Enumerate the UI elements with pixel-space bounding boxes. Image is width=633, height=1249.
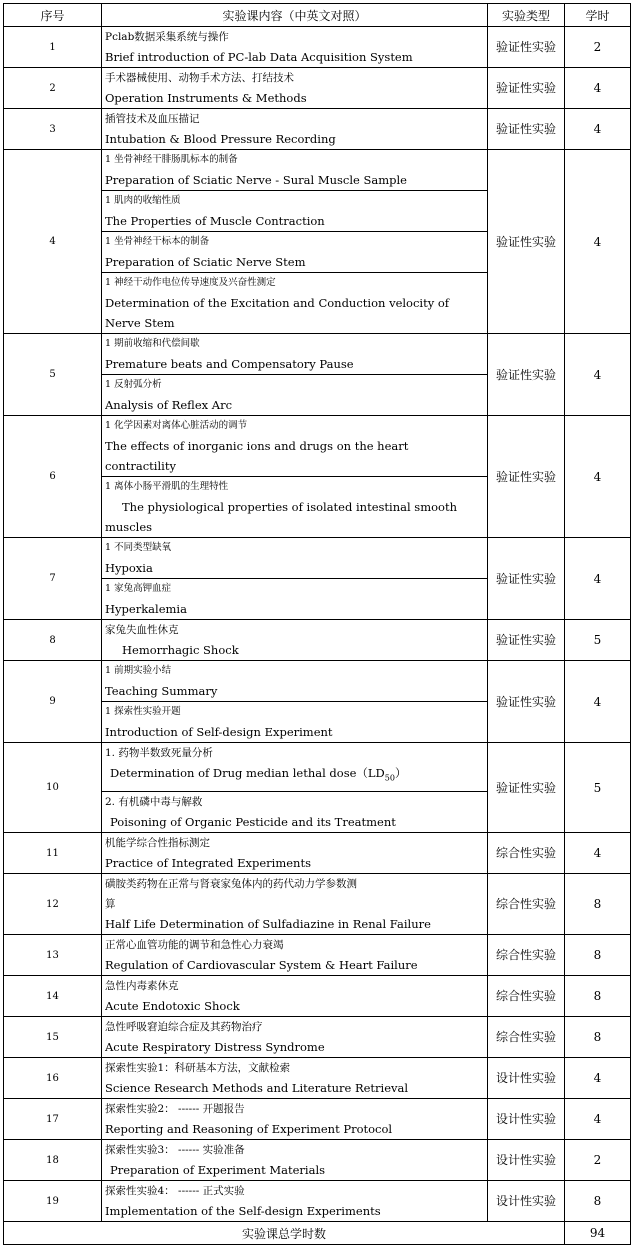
experiment-content <box>102 661 488 702</box>
row-number: 5 <box>4 334 102 416</box>
title-en <box>105 914 484 934</box>
experiment-hours: 8 <box>565 935 631 976</box>
experiment-hours: 4 <box>565 538 631 620</box>
title-en <box>105 558 484 578</box>
experiment-type: 验证性实验 <box>488 743 565 833</box>
table-row <box>4 150 631 191</box>
title-zh: 1 前期实验小结 <box>105 665 172 676</box>
experiment-hours: 4 <box>565 661 631 743</box>
title-zh: 1 坐骨神经干腓肠肌标本的制备 <box>105 154 238 165</box>
title-en-text: Introduction of Self-design Experiment <box>105 725 333 739</box>
experiment-content <box>102 538 488 579</box>
title-en <box>105 1078 484 1098</box>
experiment-type: 设计性实验 <box>488 1140 565 1181</box>
experiment-hours: 4 <box>565 334 631 416</box>
title-zh: Pclab数据采集系统与操作 <box>105 31 229 43</box>
experiment-hours: 8 <box>565 1181 631 1222</box>
title-zh: 探索性实验4： ------ 正式实验 <box>105 1185 245 1197</box>
title-zh: 探索性实验3： ------ 实验准备 <box>105 1144 245 1156</box>
experiment-type: 验证性实验 <box>488 27 565 68</box>
title-en <box>105 1160 484 1180</box>
experiment-content <box>102 1017 488 1058</box>
title-en <box>105 640 484 660</box>
experiment-content <box>102 109 488 150</box>
row-number: 8 <box>4 620 102 661</box>
title-en-text: Analysis of Reflex Arc <box>105 398 233 412</box>
row-number: 11 <box>4 833 102 874</box>
title-en-text: The physiological properties of isolated intestinal smooth <box>122 500 457 514</box>
row-number: 18 <box>4 1140 102 1181</box>
title-zh: 1 离体小肠平滑肌的生理特性 <box>105 481 229 492</box>
row-number: 4 <box>4 150 102 334</box>
total-hours: 94 <box>565 1222 631 1245</box>
title-en <box>105 955 484 975</box>
title-en-text: Reporting and Reasoning of Experiment Protocol <box>105 1122 393 1136</box>
title-en-text: Teaching Summary <box>105 684 218 698</box>
experiment-content <box>102 150 488 191</box>
experiment-type: 验证性实验 <box>488 416 565 538</box>
experiment-type: 验证性实验 <box>488 68 565 109</box>
experiment-hours: 2 <box>565 1140 631 1181</box>
title-en-text: Operation Instruments & Methods <box>105 91 307 105</box>
title-zh: 1 坐骨神经干标本的制备 <box>105 236 210 247</box>
table-row <box>4 661 631 702</box>
title-zh: 1 神经干动作电位传导速度及兴奋性测定 <box>105 277 276 288</box>
title-zh: 1 期前收缩和代偿间歇 <box>105 338 200 349</box>
curriculum-table <box>3 3 631 1245</box>
title-en-text: Preparation of Experiment Materials <box>110 1163 326 1177</box>
title-en-text: Practice of Integrated Experiments <box>105 856 311 870</box>
title-en <box>105 1201 484 1221</box>
experiment-content <box>102 1099 488 1140</box>
title-en <box>105 763 484 788</box>
title-en <box>105 722 484 742</box>
title-en-text: Regulation of Cardiovascular System & Heart Failure <box>105 958 418 972</box>
experiment-content <box>102 68 488 109</box>
experiment-hours: 4 <box>565 833 631 874</box>
experiment-content <box>102 27 488 68</box>
header-hours: 学时 <box>565 4 631 27</box>
title-en <box>105 1119 484 1139</box>
title-en <box>105 497 484 517</box>
experiment-content <box>102 833 488 874</box>
row-number: 15 <box>4 1017 102 1058</box>
title-en-text: Acute Respiratory Distress Syndrome <box>105 1040 325 1054</box>
table-row <box>4 538 631 579</box>
header-type: 实验类型 <box>488 4 565 27</box>
experiment-type: 验证性实验 <box>488 661 565 743</box>
experiment-content <box>102 743 488 792</box>
title-en-text: Acute Endotoxic Shock <box>105 999 240 1013</box>
experiment-type: 综合性实验 <box>488 874 565 935</box>
experiment-type: 综合性实验 <box>488 833 565 874</box>
title-en <box>105 681 484 701</box>
title-en-text: Determination of Drug median lethal dose（LD <box>110 766 385 780</box>
title-en <box>105 996 484 1016</box>
experiment-hours: 4 <box>565 68 631 109</box>
table-row <box>4 1181 631 1222</box>
table-row <box>4 743 631 792</box>
experiment-content <box>102 874 488 935</box>
title-en-cont: Nerve Stem <box>105 316 175 330</box>
experiment-content <box>102 1058 488 1099</box>
row-number: 17 <box>4 1099 102 1140</box>
title-en-text: Hemorrhagic Shock <box>122 643 239 657</box>
experiment-content <box>102 976 488 1017</box>
table-row <box>4 874 631 935</box>
title-en-cont: contractility <box>105 459 176 473</box>
experiment-type: 设计性实验 <box>488 1058 565 1099</box>
subscript: 50 <box>384 773 395 783</box>
title-en <box>105 354 484 374</box>
title-en-text: Preparation of Sciatic Nerve - Sural Muscle Sample <box>105 173 407 187</box>
title-zh: 探索性实验1：科研基本方法，文献检索 <box>105 1062 291 1074</box>
table-row <box>4 833 631 874</box>
table-row <box>4 1099 631 1140</box>
table-row <box>4 620 631 661</box>
experiment-content <box>102 702 488 743</box>
title-zh: 手术器械使用、动物手术方法、打结技术 <box>105 72 294 84</box>
experiment-content <box>102 1140 488 1181</box>
experiment-type: 设计性实验 <box>488 1181 565 1222</box>
experiment-content <box>102 792 488 833</box>
experiment-content <box>102 375 488 416</box>
title-en <box>105 170 484 190</box>
header-no: 序号 <box>4 4 102 27</box>
experiment-hours: 4 <box>565 1058 631 1099</box>
title-en-text: The effects of inorganic ions and drugs on the heart <box>105 439 409 453</box>
title-en <box>105 88 484 108</box>
title-en <box>105 293 484 313</box>
experiment-hours: 8 <box>565 1017 631 1058</box>
title-en-text: Premature beats and Compensatory Pause <box>105 357 354 371</box>
title-en-text: Brief introduction of PC-lab Data Acquisition System <box>105 50 413 64</box>
row-number: 3 <box>4 109 102 150</box>
table-row <box>4 1017 631 1058</box>
title-en-text: Poisoning of Organic Pesticide and its Treatment <box>110 815 396 829</box>
experiment-hours: 5 <box>565 620 631 661</box>
experiment-content <box>102 620 488 661</box>
experiment-type: 验证性实验 <box>488 150 565 334</box>
title-zh: 1. 药物半数致死量分析 <box>105 747 213 759</box>
title-en-text: Implementation of the Self-design Experiments <box>105 1204 381 1218</box>
row-number: 16 <box>4 1058 102 1099</box>
title-zh: 1 家兔高钾血症 <box>105 583 172 594</box>
row-number: 7 <box>4 538 102 620</box>
title-en <box>105 853 484 873</box>
experiment-type: 验证性实验 <box>488 109 565 150</box>
experiment-content <box>102 477 488 538</box>
table-row <box>4 27 631 68</box>
experiment-type: 综合性实验 <box>488 1017 565 1058</box>
title-zh: 1 反射弧分析 <box>105 379 162 390</box>
title-en <box>105 812 484 832</box>
title-zh: 2. 有机磷中毒与解救 <box>105 796 203 808</box>
title-en-text: Science Research Methods and Literature Retrieval <box>105 1081 409 1095</box>
experiment-hours: 2 <box>565 27 631 68</box>
row-number: 19 <box>4 1181 102 1222</box>
experiment-type: 验证性实验 <box>488 620 565 661</box>
title-zh: 1 探索性实验开题 <box>105 706 181 717</box>
table-row <box>4 1058 631 1099</box>
experiment-hours: 8 <box>565 976 631 1017</box>
experiment-type: 验证性实验 <box>488 334 565 416</box>
experiment-hours: 5 <box>565 743 631 833</box>
table-row <box>4 935 631 976</box>
header-content: 实验课内容（中英文对照） <box>102 4 488 27</box>
row-number: 10 <box>4 743 102 833</box>
experiment-hours: 8 <box>565 874 631 935</box>
experiment-content <box>102 191 488 232</box>
title-en <box>105 47 484 67</box>
title-en-text: Half Life Determination of Sulfadiazine in Renal Failure <box>105 917 431 931</box>
experiment-content <box>102 416 488 477</box>
experiment-type: 设计性实验 <box>488 1099 565 1140</box>
title-en-text: Intubation & Blood Pressure Recording <box>105 132 336 146</box>
row-number: 12 <box>4 874 102 935</box>
table-row <box>4 334 631 375</box>
experiment-content <box>102 334 488 375</box>
row-number: 9 <box>4 661 102 743</box>
title-zh: 探索性实验2： ------ 开题报告 <box>105 1103 245 1115</box>
row-number: 13 <box>4 935 102 976</box>
title-en <box>105 436 484 456</box>
table-row <box>4 416 631 477</box>
experiment-content <box>102 273 488 334</box>
experiment-content <box>102 232 488 273</box>
title-en <box>105 211 484 231</box>
title-en-text: The Properties of Muscle Contraction <box>105 214 325 228</box>
experiment-hours: 4 <box>565 109 631 150</box>
table-row <box>4 68 631 109</box>
table-row <box>4 109 631 150</box>
experiment-hours: 4 <box>565 1099 631 1140</box>
title-zh: 磺胺类药物在正常与肾衰家兔体内的药代动力学参数测 <box>105 878 357 890</box>
title-en-text: Hypoxia <box>105 561 153 575</box>
title-zh: 机能学综合性指标测定 <box>105 837 210 849</box>
title-en-tail: ） <box>394 766 407 780</box>
title-en <box>105 129 484 149</box>
experiment-type: 综合性实验 <box>488 976 565 1017</box>
experiment-hours: 4 <box>565 150 631 334</box>
total-row <box>4 1222 631 1245</box>
table-row <box>4 976 631 1017</box>
title-zh: 家兔失血性休克 <box>105 624 179 636</box>
title-zh: 1 化学因素对离体心脏活动的调节 <box>105 420 248 431</box>
experiment-content <box>102 1181 488 1222</box>
title-zh: 插管技术及血压描记 <box>105 113 200 125</box>
title-en-text: Preparation of Sciatic Nerve Stem <box>105 255 306 269</box>
title-zh: 1 肌肉的收缩性质 <box>105 195 181 206</box>
title-en <box>105 395 484 415</box>
title-en-cont: muscles <box>105 520 153 534</box>
row-number: 1 <box>4 27 102 68</box>
title-zh: 1 不同类型缺氧 <box>105 542 172 553</box>
title-zh: 急性呼吸窘迫综合症及其药物治疗 <box>105 1021 263 1033</box>
title-en-text: Hyperkalemia <box>105 602 187 616</box>
row-number: 14 <box>4 976 102 1017</box>
title-zh: 急性内毒素休克 <box>105 980 179 992</box>
experiment-type: 验证性实验 <box>488 538 565 620</box>
row-number: 6 <box>4 416 102 538</box>
experiment-content <box>102 579 488 620</box>
title-zh-cont: 算 <box>105 898 116 910</box>
experiment-type: 综合性实验 <box>488 935 565 976</box>
total-label: 实验课总学时数 <box>4 1222 565 1245</box>
title-en <box>105 599 484 619</box>
experiment-hours: 4 <box>565 416 631 538</box>
title-en <box>105 1037 484 1057</box>
title-en-text: Determination of the Excitation and Conduction velocity of <box>105 296 450 310</box>
experiment-content <box>102 935 488 976</box>
title-zh: 正常心血管功能的调节和急性心力衰竭 <box>105 939 284 951</box>
header-row <box>4 4 631 27</box>
row-number: 2 <box>4 68 102 109</box>
title-en <box>105 252 484 272</box>
table-row <box>4 1140 631 1181</box>
